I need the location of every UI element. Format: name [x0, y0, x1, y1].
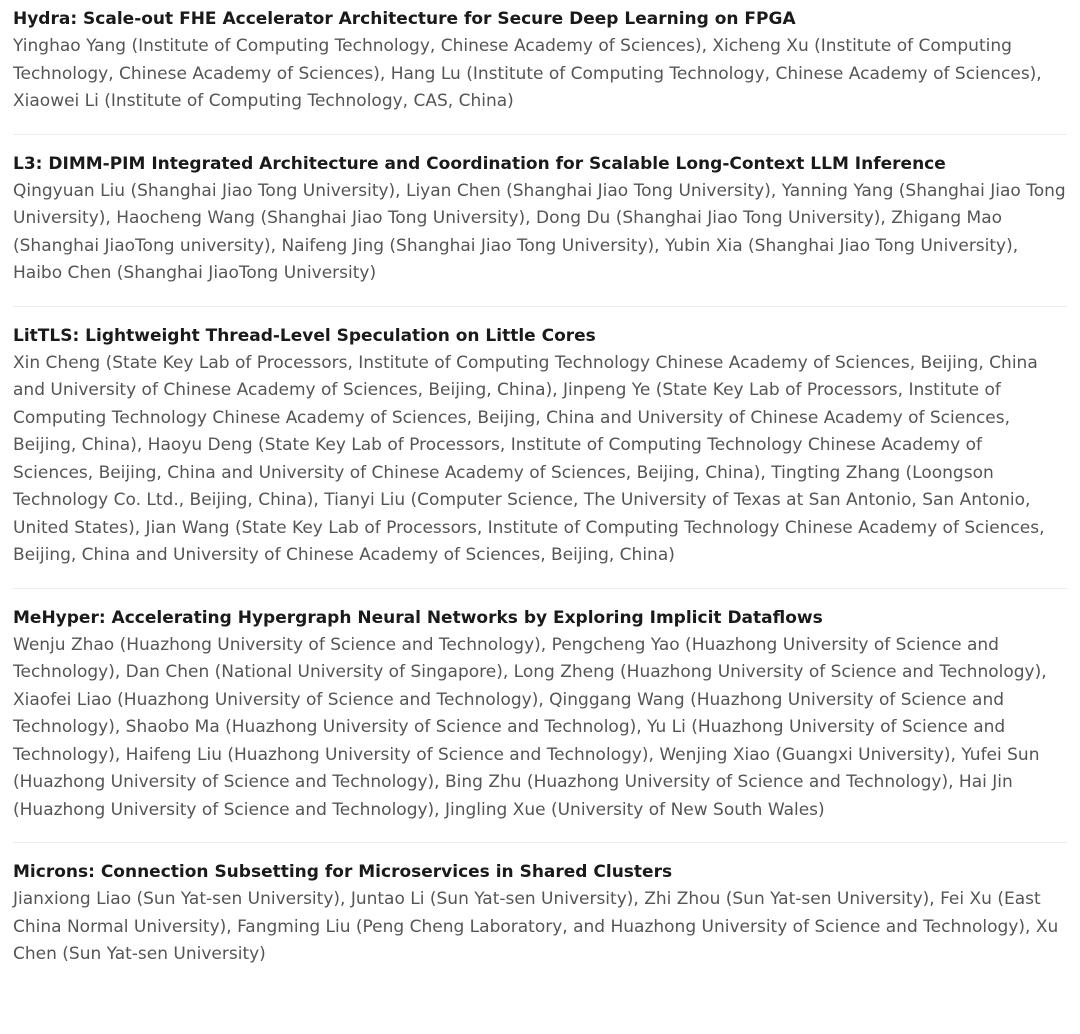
- paper-authors: Jianxiong Liao (Sun Yat-sen University), Juntao Li (Sun Yat-sen University), Zhi Zhou (Sun Yat-sen University), Fei Xu (East China Normal University), Fangming Liu (Peng Cheng Laboratory, and Huazhong University of Science and Technology), Xu Chen (Sun Yat-sen University): [13, 889, 1059, 964]
- paper-title: MeHyper: Accelerating Hypergraph Neural Networks by Exploring Implicit Dataflows: [13, 607, 823, 628]
- paper-entry: [13, 0, 1067, 135]
- paper-title: LitTLS: Lightweight Thread-Level Speculation on Little Cores: [13, 325, 596, 346]
- paper-entry: [13, 589, 1067, 844]
- paper-authors: Xin Cheng (State Key Lab of Processors, Institute of Computing Technology Chinese Academy of Sciences, Beijing, China and University of Chinese Academy of Sciences, Beijing, China), Jinpeng Ye (State Key Lab of Processors, Institute of Computing Technology Chinese Academy of Sciences, Beijing, China and University of Chinese Academy of Sciences, Beijing, China), Haoyu Deng (State Key Lab of Processors, Institute of Computing Technology Chinese Academy of Sciences, Beijing, China and University of Chinese Academy of Sciences, Beijing, China), Tingting Zhang (Loongson Technology Co. Ltd., Beijing, China), Tianyi Liu (Computer Science, The University of Texas at San Antonio, San Antonio, United States), Jian Wang (State Key Lab of Processors, Institute of Computing Technology Chinese Academy of Sciences, Beijing, China and University of Chinese Academy of Sciences, Beijing, China): [13, 352, 1045, 565]
- paper-title: Hydra: Scale-out FHE Accelerator Architecture for Secure Deep Learning on FPGA: [13, 9, 796, 29]
- paper-entry: [13, 307, 1067, 589]
- paper-authors: Yinghao Yang (Institute of Computing Technology, Chinese Academy of Sciences), Xicheng Xu (Institute of Computing Technology, Chinese Academy of Sciences), Hang Lu (Institute of Computing Technology, Chinese Academy of Sciences), Xiaowei Li (Institute of Computing Technology, CAS, China): [13, 36, 1042, 111]
- paper-entry: [13, 843, 1067, 987]
- paper-authors: Qingyuan Liu (Shanghai Jiao Tong University), Liyan Chen (Shanghai Jiao Tong University), Yanning Yang (Shanghai Jiao Tong University), Haocheng Wang (Shanghai Jiao Tong University), Dong Du (Shanghai Jiao Tong University), Zhigang Mao (Shanghai JiaoTong university), Naifeng Jing (Shanghai Jiao Tong University), Yubin Xia (Shanghai Jiao Tong University), Haibo Chen (Shanghai JiaoTong University): [13, 180, 1066, 283]
- paper-entry: [13, 135, 1067, 307]
- paper-authors: Wenju Zhao (Huazhong University of Science and Technology), Pengcheng Yao (Huazhong University of Science and Technology), Dan Chen (National University of Singapore), Long Zheng (Huazhong University of Science and Technology), Xiaofei Liao (Huazhong University of Science and Technology), Qinggang Wang (Huazhong University of Science and Technology), Shaobo Ma (Huazhong University of Science and Technolog), Yu Li (Huazhong University of Science and Technology), Haifeng Liu (Huazhong University of Science and Technology), Wenjing Xiao (Guangxi University), Yufei Sun (Huazhong University of Science and Technology), Bing Zhu (Huazhong University of Science and Technology), Hai Jin (Huazhong University of Science and Technology), Jingling Xue (University of New South Wales): [13, 634, 1047, 820]
- paper-title: L3: DIMM-PIM Integrated Architecture and Coordination for Scalable Long-Context LLM Inference: [13, 153, 946, 174]
- paper-title: Microns: Connection Subsetting for Microservices in Shared Clusters: [13, 862, 673, 882]
